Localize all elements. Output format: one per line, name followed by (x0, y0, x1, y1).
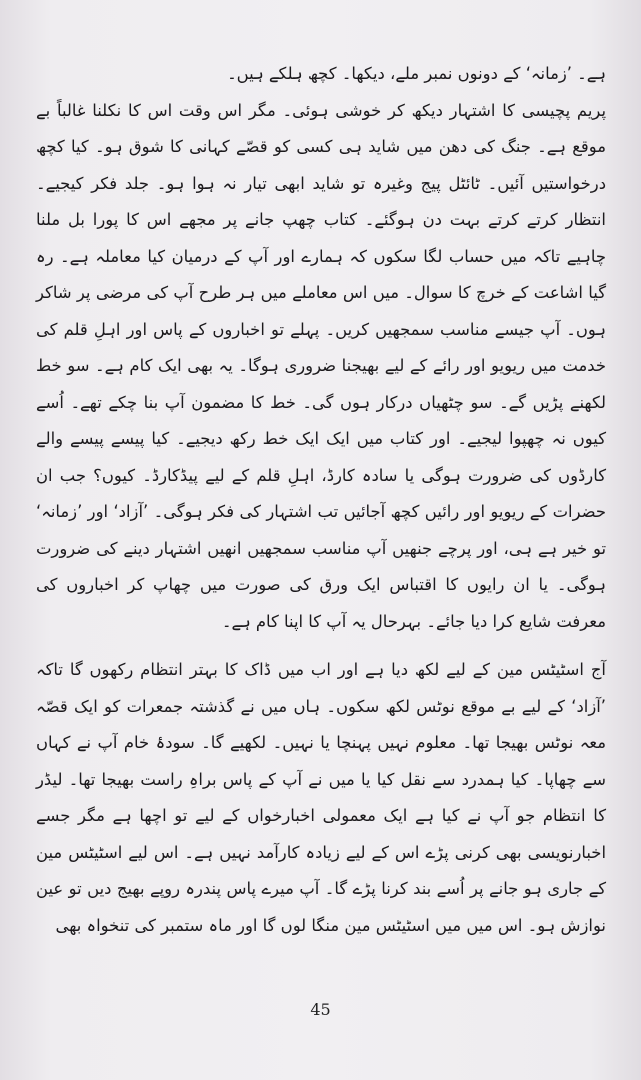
page-number: 45 (310, 1000, 331, 1019)
paragraph-2: پریم پچیسی کا اشتہار دیکھ کر خوشی ہوئی۔ مگر اس وقت اس کا نکلنا غالباً بے موقع ہے۔ جنگ کی دھن میں شاید ہی کسی کو قصّے کہانی کا شوق ہو۔ کیا کچھ درخواستیں آئیں۔ ٹائٹل پیج وغیرہ تو شاید ابھی تیار نہ ہوا ہو۔ جلد فکر کیجیے۔ انتظار کرتے کرتے بہت دن ہوگئے۔ کتاب چھپ جانے پر مجھے اس کا پورا بل ملنا چاہیے تاکہ میں حساب لگا سکوں کہ ہمارے اور آپ کے درمیان کیا معاملہ ہے۔ رہ گیا اشاعت کے خرچ کا سوال۔ میں اس معاملے میں ہر طرح آپ کی مرضی پر شاکر ہوں۔ آپ جیسے مناسب سمجھیں کریں۔ پہلے تو اخباروں کے پاس اور اہلِ قلم کی خدمت میں ریویو اور رائے کے لیے بھیجنا ضروری ہوگا۔ یہ بھی ایک کام ہے۔ سو خط لکھنے پڑیں گے۔ سو چٹھیاں درکار ہوں گی۔ خط کا مضمون آپ بنا چکے تھے۔ اُسے کیوں نہ چھپوا لیجیے۔ اور کتاب میں ایک ایک خط رکھ دیجیے۔ کیا پیسے پیسے والے کارڈوں کی ضرورت ہوگی یا سادہ کارڈ، اہلِ قلم کے لیے پیڈکارڈ۔ کیوں؟ جب ان حضرات کے ریویو اور رائیں کچھ آجائیں تب اشتہار کی فکر ہوگی۔ ’آزاد‘ اور ’زمانہ‘ تو خیر ہے ہی، اور پرچے جنھیں آپ مناسب سمجھیں انھیں اشتہار دینے کی ضرورت ہوگی۔ یا ان رایوں کا اقتباس ایک ورق کی صورت میں چھاپ کر اخباروں کی معرفت شایع کرا دیا جائے۔ بہرحال یہ آپ کا اپنا کام ہے۔ (36, 100, 606, 631)
paragraph-3: آج اسٹیٹس مین کے لیے لکھ دیا ہے اور اب میں ڈاک کا بہتر انتظام رکھوں گا تاکہ ’آزاد‘ کے لیے بے موقع نوٹس لکھ سکوں۔ ہاں میں نے گذشتہ جمعرات کو ایک قصّہ معہ نوٹس بھیجا تھا۔ معلوم نہیں پہنچا یا نہیں۔ لکھیے گا۔ سودۂ خام آپ نے کہاں سے چھاپا۔ کیا ہمدرد سے نقل کیا یا میں نے آپ کے پاس براہِ راست بھیجا تھا۔ لیڈر کا انتظام جو آپ نے کیا ہے ایک معمولی اخبارخواں کے لیے تو اچھا ہے مگر جسے اخبارنویسی بھی کرنی پڑے اس کے لیے زیادہ کارآمد نہیں ہے۔ اس لیے اسٹیٹس مین کے جاری ہو جانے پر اُسے بند کرنا پڑے گا۔ آپ میرے پاس پندرہ روپے بھیج دیں تو عین نوازش ہو۔ اس میں میں اسٹیٹس مین منگا لوں گا اور ماہ ستمبر کی تنخواہ بھی (36, 660, 606, 935)
paragraph-1: ہے۔ ’زمانہ‘ کے دونوں نمبر ملے، دیکھا۔ کچھ ہلکے ہیں۔ (227, 64, 606, 83)
body-text (36, 56, 606, 944)
